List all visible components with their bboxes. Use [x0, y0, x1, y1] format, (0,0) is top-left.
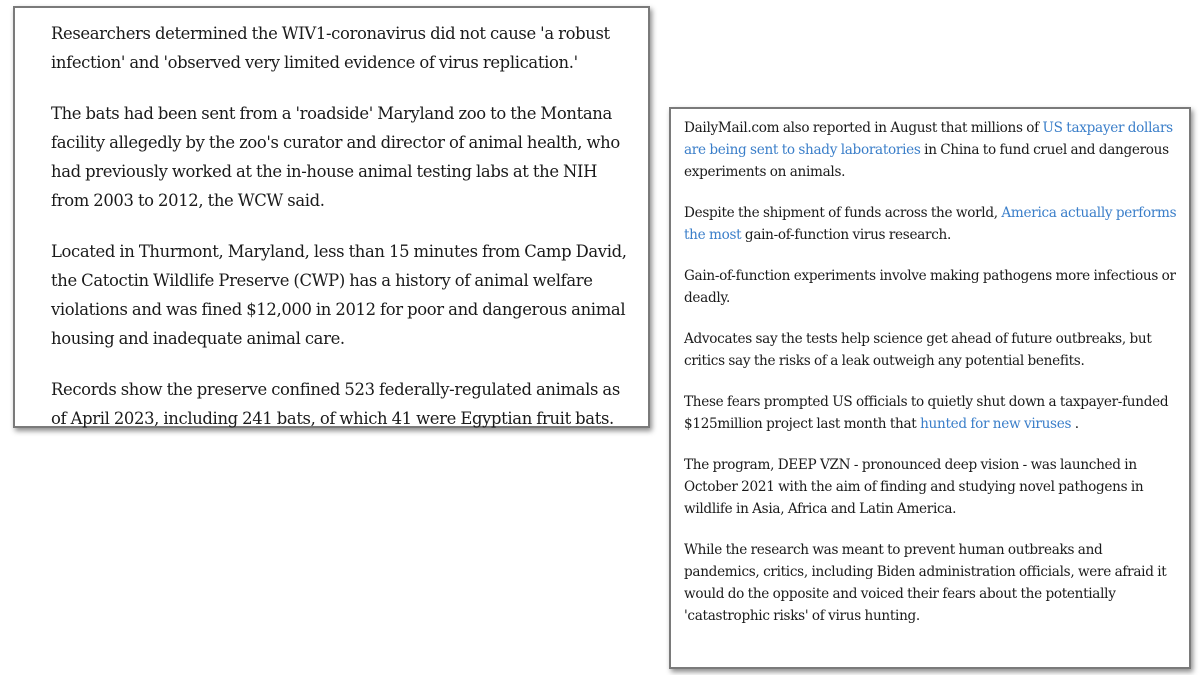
text-segment: .: [1071, 416, 1079, 432]
text-segment: These fears prompted US officials to quietly shut down a taxpayer-funded $125million project last month that: [684, 394, 1169, 432]
paragraph-catoctin-preserve: Located in Thurmont, Maryland, less than 15 minutes from Camp David, the Catoctin Wildlife Preserve (CWP) has a history of animal welfare violations and was fined $12,000 in 2012 for poor and dangerous animal housing and inadequate animal care.: [51, 242, 627, 348]
paragraph-records: Records show the preserve confined 523 federally-regulated animals as of April 2023, including 241 bats, of which 41 were Egyptian fruit bats.: [51, 380, 620, 428]
text-segment: gain-of-function virus research.: [741, 227, 952, 243]
paragraph-wiv1-results: Researchers determined the WIV1-coronavirus did not cause 'a robust infection' and 'observed very limited evidence of virus replication.': [51, 24, 610, 72]
text-segment: Despite the shipment of funds across the world,: [684, 205, 1002, 221]
text-segment: DailyMail.com also reported in August that millions of: [684, 120, 1043, 136]
paragraph-outbreaks: While the research was meant to prevent human outbreaks and pandemics, critics, including Biden administration officials, were afraid it would do the opposite and voiced their fears about the potentially 'catastrophic risks' of virus hunting.: [684, 542, 1167, 624]
text-segment: in China to fund cruel and dangerous experiments on animals.: [684, 142, 1169, 180]
link-america-performs-most[interactable]: America actually performs the most: [684, 205, 1177, 243]
paragraph-taxpayer-dollars: [684, 117, 1181, 183]
link-us-taxpayer-dollars[interactable]: US taxpayer dollars are being sent to shady laboratories: [684, 120, 1173, 158]
paragraph-america-research: [684, 202, 1181, 246]
paragraph-bats-origin: The bats had been sent from a 'roadside' Maryland zoo to the Montana facility allegedly by the zoo's curator and director of animal health, who had previously worked at the in-house animal testing labs at the NIH from 2003 to 2012, the WCW said.: [51, 104, 620, 210]
article-excerpt-right: [669, 107, 1191, 669]
paragraph-fears: [684, 391, 1181, 435]
paragraph-deep-vzn: The program, DEEP VZN - pronounced deep vision - was launched in October 2021 with the aim of finding and studying novel pathogens in wildlife in Asia, Africa and Latin America.: [684, 457, 1144, 517]
paragraph-advocates: Advocates say the tests help science get ahead of future outbreaks, but critics say the risks of a leak outweigh any potential benefits.: [684, 331, 1152, 369]
article-excerpt-left: [13, 6, 650, 428]
link-hunted-new-viruses[interactable]: hunted for new viruses: [920, 416, 1072, 432]
paragraph-gain-of-function: Gain-of-function experiments involve making pathogens more infectious or deadly.: [684, 268, 1176, 306]
